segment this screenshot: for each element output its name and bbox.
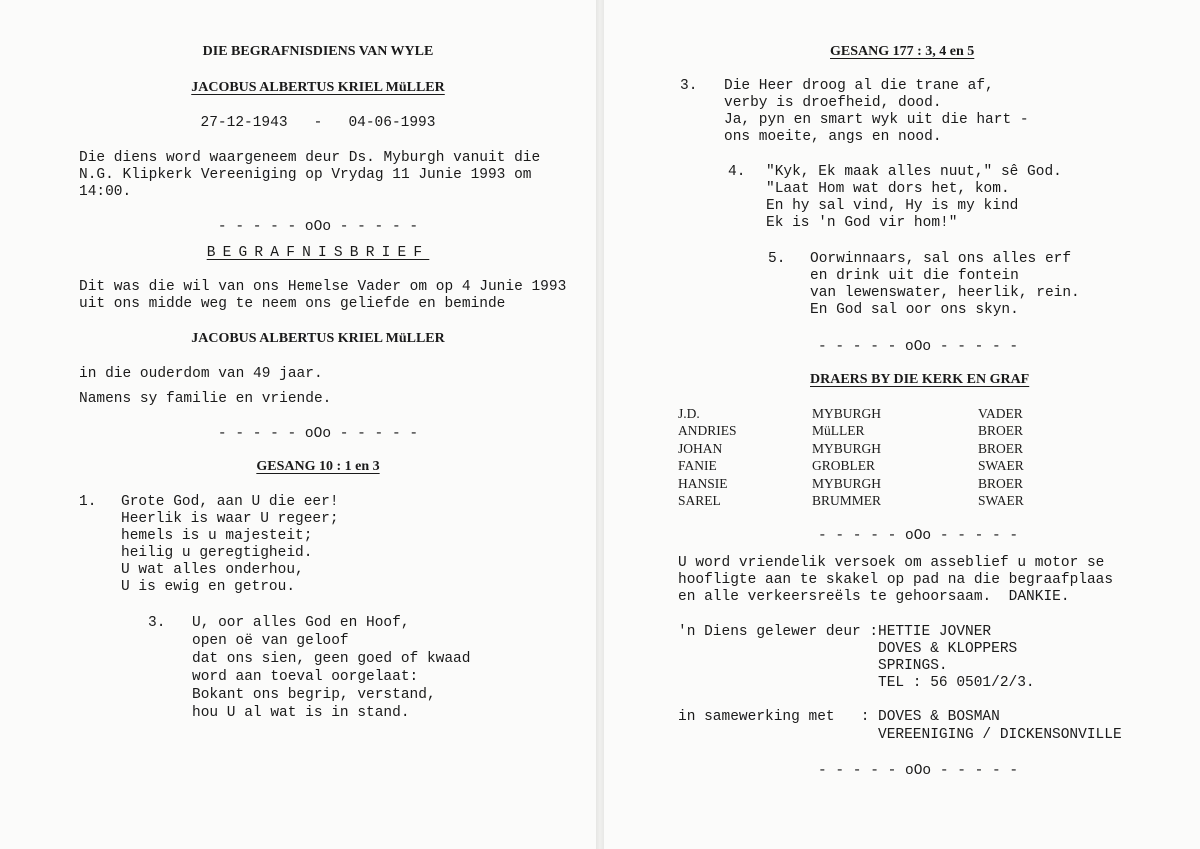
bearers-title: DRAERS BY DIE KERK EN GRAF	[810, 372, 1030, 387]
life-dates: 27-12-1943 - 04-06-1993	[200, 115, 436, 131]
bearer-first-name: ANDRIES	[678, 423, 737, 439]
behalf-line: Namens sy familie en vriende.	[79, 391, 332, 407]
cooperation-line: DOVES & BOSMAN	[878, 709, 1000, 725]
bearer-relation: SWAER	[978, 492, 1024, 508]
service-line: HETTIE JOVNER	[878, 624, 992, 640]
cooperation-label: in samewerking met :	[678, 709, 879, 725]
separator-3: - - - - - oOo - - - - -	[818, 763, 1019, 779]
verse-3-number: 3.	[148, 615, 166, 631]
bearer-surname: MüLLER	[812, 423, 865, 439]
hymn-title: GESANG 10 : 1 en 3	[256, 459, 380, 474]
bearer-first-name: JOHAN	[678, 440, 723, 456]
bearer-first-name: FANIE	[678, 458, 717, 474]
brief-heading: BEGRAFNISBRIEF	[206, 245, 430, 261]
verse-5-number: 5.	[768, 251, 786, 267]
separator: - - - - - oOo - - - - -	[217, 219, 419, 235]
table-row	[678, 492, 1148, 509]
right-page	[604, 0, 1200, 849]
bearer-relation: BROER	[978, 475, 1024, 491]
service-heading: DIE BEGRAFNISDIENS VAN WYLE	[202, 44, 434, 59]
bearer-first-name: J.D.	[678, 406, 700, 421]
verse-3-line: ons moeite, angs en nood.	[724, 129, 942, 145]
deceased-name-2: JACOBUS ALBERTUS KRIEL MüLLER	[191, 331, 445, 346]
verse-3-line: U, oor alles God en Hoof,	[192, 615, 410, 631]
verse-3-number: 3.	[680, 78, 698, 94]
verse-1-line: U wat alles onderhou,	[121, 562, 304, 578]
verse-4-line: Ek is 'n God vir hom!"	[766, 215, 958, 231]
verse-5-line: Oorwinnaars, sal ons alles erf	[810, 251, 1072, 267]
bearer-surname: BRUMMER	[812, 492, 882, 508]
bearer-surname: MYBURGH	[812, 440, 882, 456]
verse-5-line: van lewenswater, heerlik, rein.	[810, 285, 1080, 301]
service-line: DOVES & KLOPPERS	[878, 641, 1018, 657]
age-line: in die ouderdom van 49 jaar.	[79, 366, 323, 382]
verse-3-line: dat ons sien, geen goed of kwaad	[192, 651, 471, 667]
bearer-first-name: HANSIE	[678, 475, 728, 491]
intro-line-3: 14:00.	[79, 184, 132, 200]
table-row	[678, 405, 1148, 422]
brief-line-1: Dit was die wil van ons Hemelse Vader om op 4 Junie 1993	[79, 279, 567, 295]
bearer-first-name: SAREL	[678, 492, 721, 508]
bearer-relation: VADER	[978, 406, 1023, 421]
verse-5-line: en drink uit die fontein	[810, 268, 1019, 284]
verse-3-line: Bokant ons begrip, verstand,	[192, 687, 436, 703]
verse-1-line: Heerlik is waar U regeer;	[121, 511, 339, 527]
verse-3-line: verby is droefheid, dood.	[724, 95, 942, 111]
hymn-title: GESANG 177 : 3, 4 en 5	[830, 44, 975, 59]
verse-1-line: hemels is u majesteit;	[121, 528, 313, 544]
bearer-relation: BROER	[978, 423, 1024, 439]
verse-3-line: hou U al wat is in stand.	[192, 705, 410, 721]
separator: - - - - - oOo - - - - -	[818, 339, 1019, 355]
bearers-table	[678, 405, 1148, 509]
verse-4-line: En hy sal vind, Hy is my kind	[766, 198, 1019, 214]
separator-2: - - - - - oOo - - - - -	[818, 528, 1019, 544]
verse-3-line: Die Heer droog al die trane af,	[724, 78, 994, 94]
table-row	[678, 422, 1148, 439]
bearer-relation: BROER	[978, 440, 1024, 456]
left-page	[0, 0, 596, 849]
request-line: hoofligte aan te skakel op pad na die begraafplaas	[678, 572, 1114, 588]
verse-4-number: 4.	[728, 164, 746, 180]
intro-line-2: N.G. Klipkerk Vereeniging op Vrydag 11 Junie 1993 om	[79, 167, 532, 183]
verse-3-line: open oë van geloof	[192, 633, 349, 649]
table-row	[678, 457, 1148, 474]
verse-3-line: word aan toeval oorgelaat:	[192, 669, 419, 685]
request-line: U word vriendelik versoek om asseblief u motor se	[678, 555, 1105, 571]
bearer-relation: SWAER	[978, 458, 1024, 474]
service-line: SPRINGS.	[878, 658, 948, 674]
deceased-name: JACOBUS ALBERTUS KRIEL MüLLER	[191, 80, 445, 95]
service-label: 'n Diens gelewer deur :	[678, 624, 887, 640]
verse-1-line: heilig u geregtigheid.	[121, 545, 313, 561]
table-row	[678, 475, 1148, 492]
bearer-surname: MYBURGH	[812, 475, 882, 491]
bearer-surname: GROBLER	[812, 458, 876, 474]
table-row	[678, 440, 1148, 457]
verse-1-number: 1.	[79, 494, 97, 510]
bearer-surname: MYBURGH	[812, 406, 882, 421]
service-line: TEL : 56 0501/2/3.	[878, 675, 1035, 691]
verse-1-line: U is ewig en getrou.	[121, 579, 296, 595]
verse-3-line: Ja, pyn en smart wyk uit die hart -	[724, 112, 1029, 128]
verse-5-line: En God sal oor ons skyn.	[810, 302, 1019, 318]
verse-4-line: "Laat Hom wat dors het, kom.	[766, 181, 1010, 197]
separator-2: - - - - - oOo - - - - -	[217, 426, 419, 442]
brief-line-2: uit ons midde weg te neem ons geliefde en beminde	[79, 296, 506, 312]
intro-line-1: Die diens word waargeneem deur Ds. Myburgh vanuit die	[79, 150, 541, 166]
verse-4-line: "Kyk, Ek maak alles nuut," sê God.	[766, 164, 1062, 180]
cooperation-line: VEREENIGING / DICKENSONVILLE	[878, 727, 1122, 743]
verse-1-line: Grote God, aan U die eer!	[121, 494, 339, 510]
request-line: en alle verkeersreëls te gehoorsaam. DANKIE.	[678, 589, 1070, 605]
